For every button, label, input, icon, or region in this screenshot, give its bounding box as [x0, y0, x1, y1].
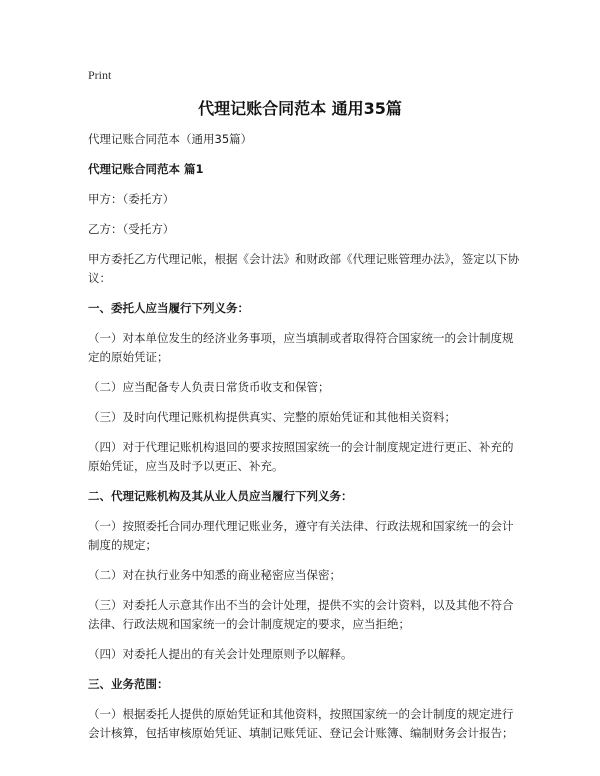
client-obligation-1: （一）对本单位发生的经济业务事项，应当填制或者取得符合国家统一的会计制度规定的原始凭证；: [88, 331, 514, 364]
agency-obligation-4: （四）对委托人提出的有关会计处理原则予以解释。: [88, 647, 353, 661]
client-obligation-4: （四）对于代理记账机构退回的要求按照国家统一的会计制度规定进行更正、补充的原始凭证，应当及时予以更正、补充。: [88, 440, 514, 473]
agency-obligation-3: （三）对委托人示意其作出不当的会计处理，提供不实的会计资料，以及其他不符合法律、行政法规和国家统一的会计制度规定的要求，应当拒绝；: [88, 598, 514, 631]
heading-agency-obligations: 二、代理记账机构及其从业人员应当履行下列义务：: [88, 489, 353, 503]
document-title: 代理记账合同范本 通用35篇: [198, 99, 402, 118]
subtitle-paragraph: 代理记账合同范本（通用35篇）: [88, 132, 253, 146]
document-body: [88, 130, 520, 754]
agency-obligation-1: （一）按照委托合同办理代理记账业务，遵守有关法律、行政法规和国家统一的会计制度的规定；: [88, 519, 514, 552]
heading-business-scope: 三、业务范围：: [88, 677, 169, 691]
client-obligation-2: （二）应当配备专人负责日常货币收支和保管；: [88, 380, 330, 394]
client-obligation-3: （三）及时向代理记账机构提供真实、完整的原始凭证和其他相关资料；: [88, 410, 456, 424]
heading-client-obligations: 一、委托人应当履行下列义务：: [88, 301, 249, 315]
section-heading-part1: 代理记账合同范本 篇1: [88, 162, 204, 176]
business-scope-1: （一）根据委托人提供的原始凭证和其他资料，按照国家统一的会计制度的规定进行会计核算，包括审核原始凭证、填制记账凭证、登记会计账簿、编制财务会计报告；: [88, 707, 514, 740]
agency-obligation-2: （二）对在执行业务中知悉的商业秘密应当保密；: [88, 568, 341, 582]
intro-paragraph: 甲方委托乙方代理记帐，根据《会计法》和财政部《代理记账管理办法》，签定以下协议：: [88, 252, 520, 285]
party-a-line: 甲方：（委托方）: [88, 192, 175, 206]
print-link[interactable]: Print: [88, 68, 112, 82]
party-b-line: 乙方：（受托方）: [88, 222, 175, 236]
